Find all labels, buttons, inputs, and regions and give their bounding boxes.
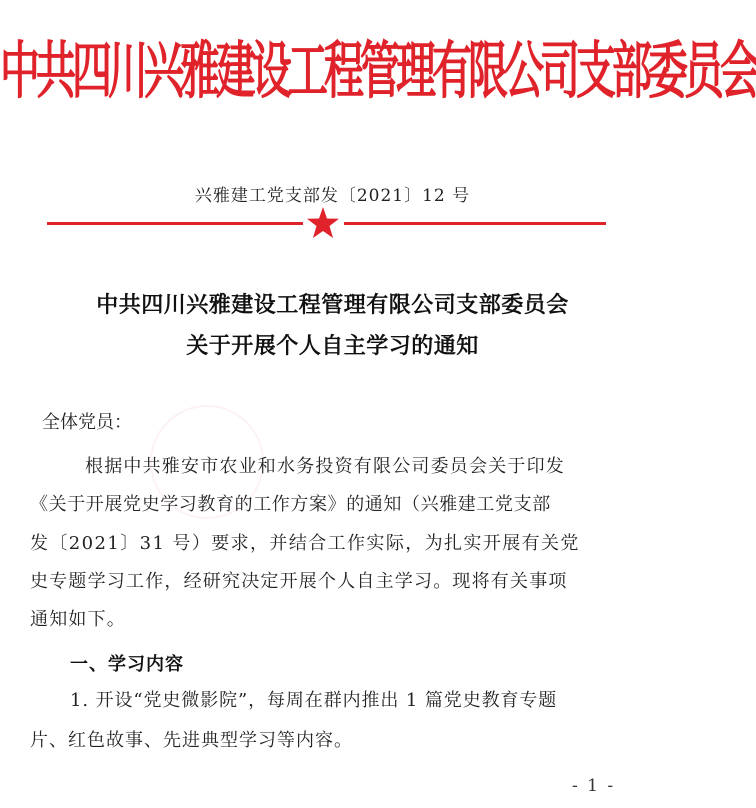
- paragraph-line: 史专题学习工作，经研究决定开展个人自主学习。现将有关事项: [30, 571, 568, 592]
- paragraph-line: 《关于开展党史学习教育的工作方案》的通知（兴雅建工党支部: [30, 494, 551, 515]
- page-number: - 1 -: [572, 776, 616, 796]
- notice-title-line-2: 关于开展个人自主学习的通知: [186, 333, 479, 359]
- salutation: 全体党员：: [42, 412, 132, 433]
- section-heading: 一、学习内容: [70, 654, 184, 675]
- red-divider-right: [344, 222, 606, 225]
- paragraph-line: 发〔2021〕31 号）要求，并结合工作实际，为扎实开展有关党: [30, 533, 580, 554]
- red-star-icon: [306, 206, 340, 240]
- paragraph-line: 通知如下。: [30, 609, 126, 630]
- issuing-organization-header: 中共四川兴雅建设工程管理有限公司支部委员会: [0, 34, 756, 108]
- item-line: 片、红色故事、先进典型学习等内容。: [30, 730, 353, 751]
- red-divider-left: [47, 222, 303, 225]
- paragraph-line: 根据中共雅安市农业和水务投资有限公司委员会关于印发: [85, 456, 565, 477]
- document-number: 兴雅建工党支部发〔2021〕12 号: [194, 186, 471, 206]
- item-line: 1. 开设“党史微影院”，每周在群内推出 1 篇党史教育专题: [70, 690, 558, 711]
- notice-title-line-1: 中共四川兴雅建设工程管理有限公司支部委员会: [96, 292, 569, 318]
